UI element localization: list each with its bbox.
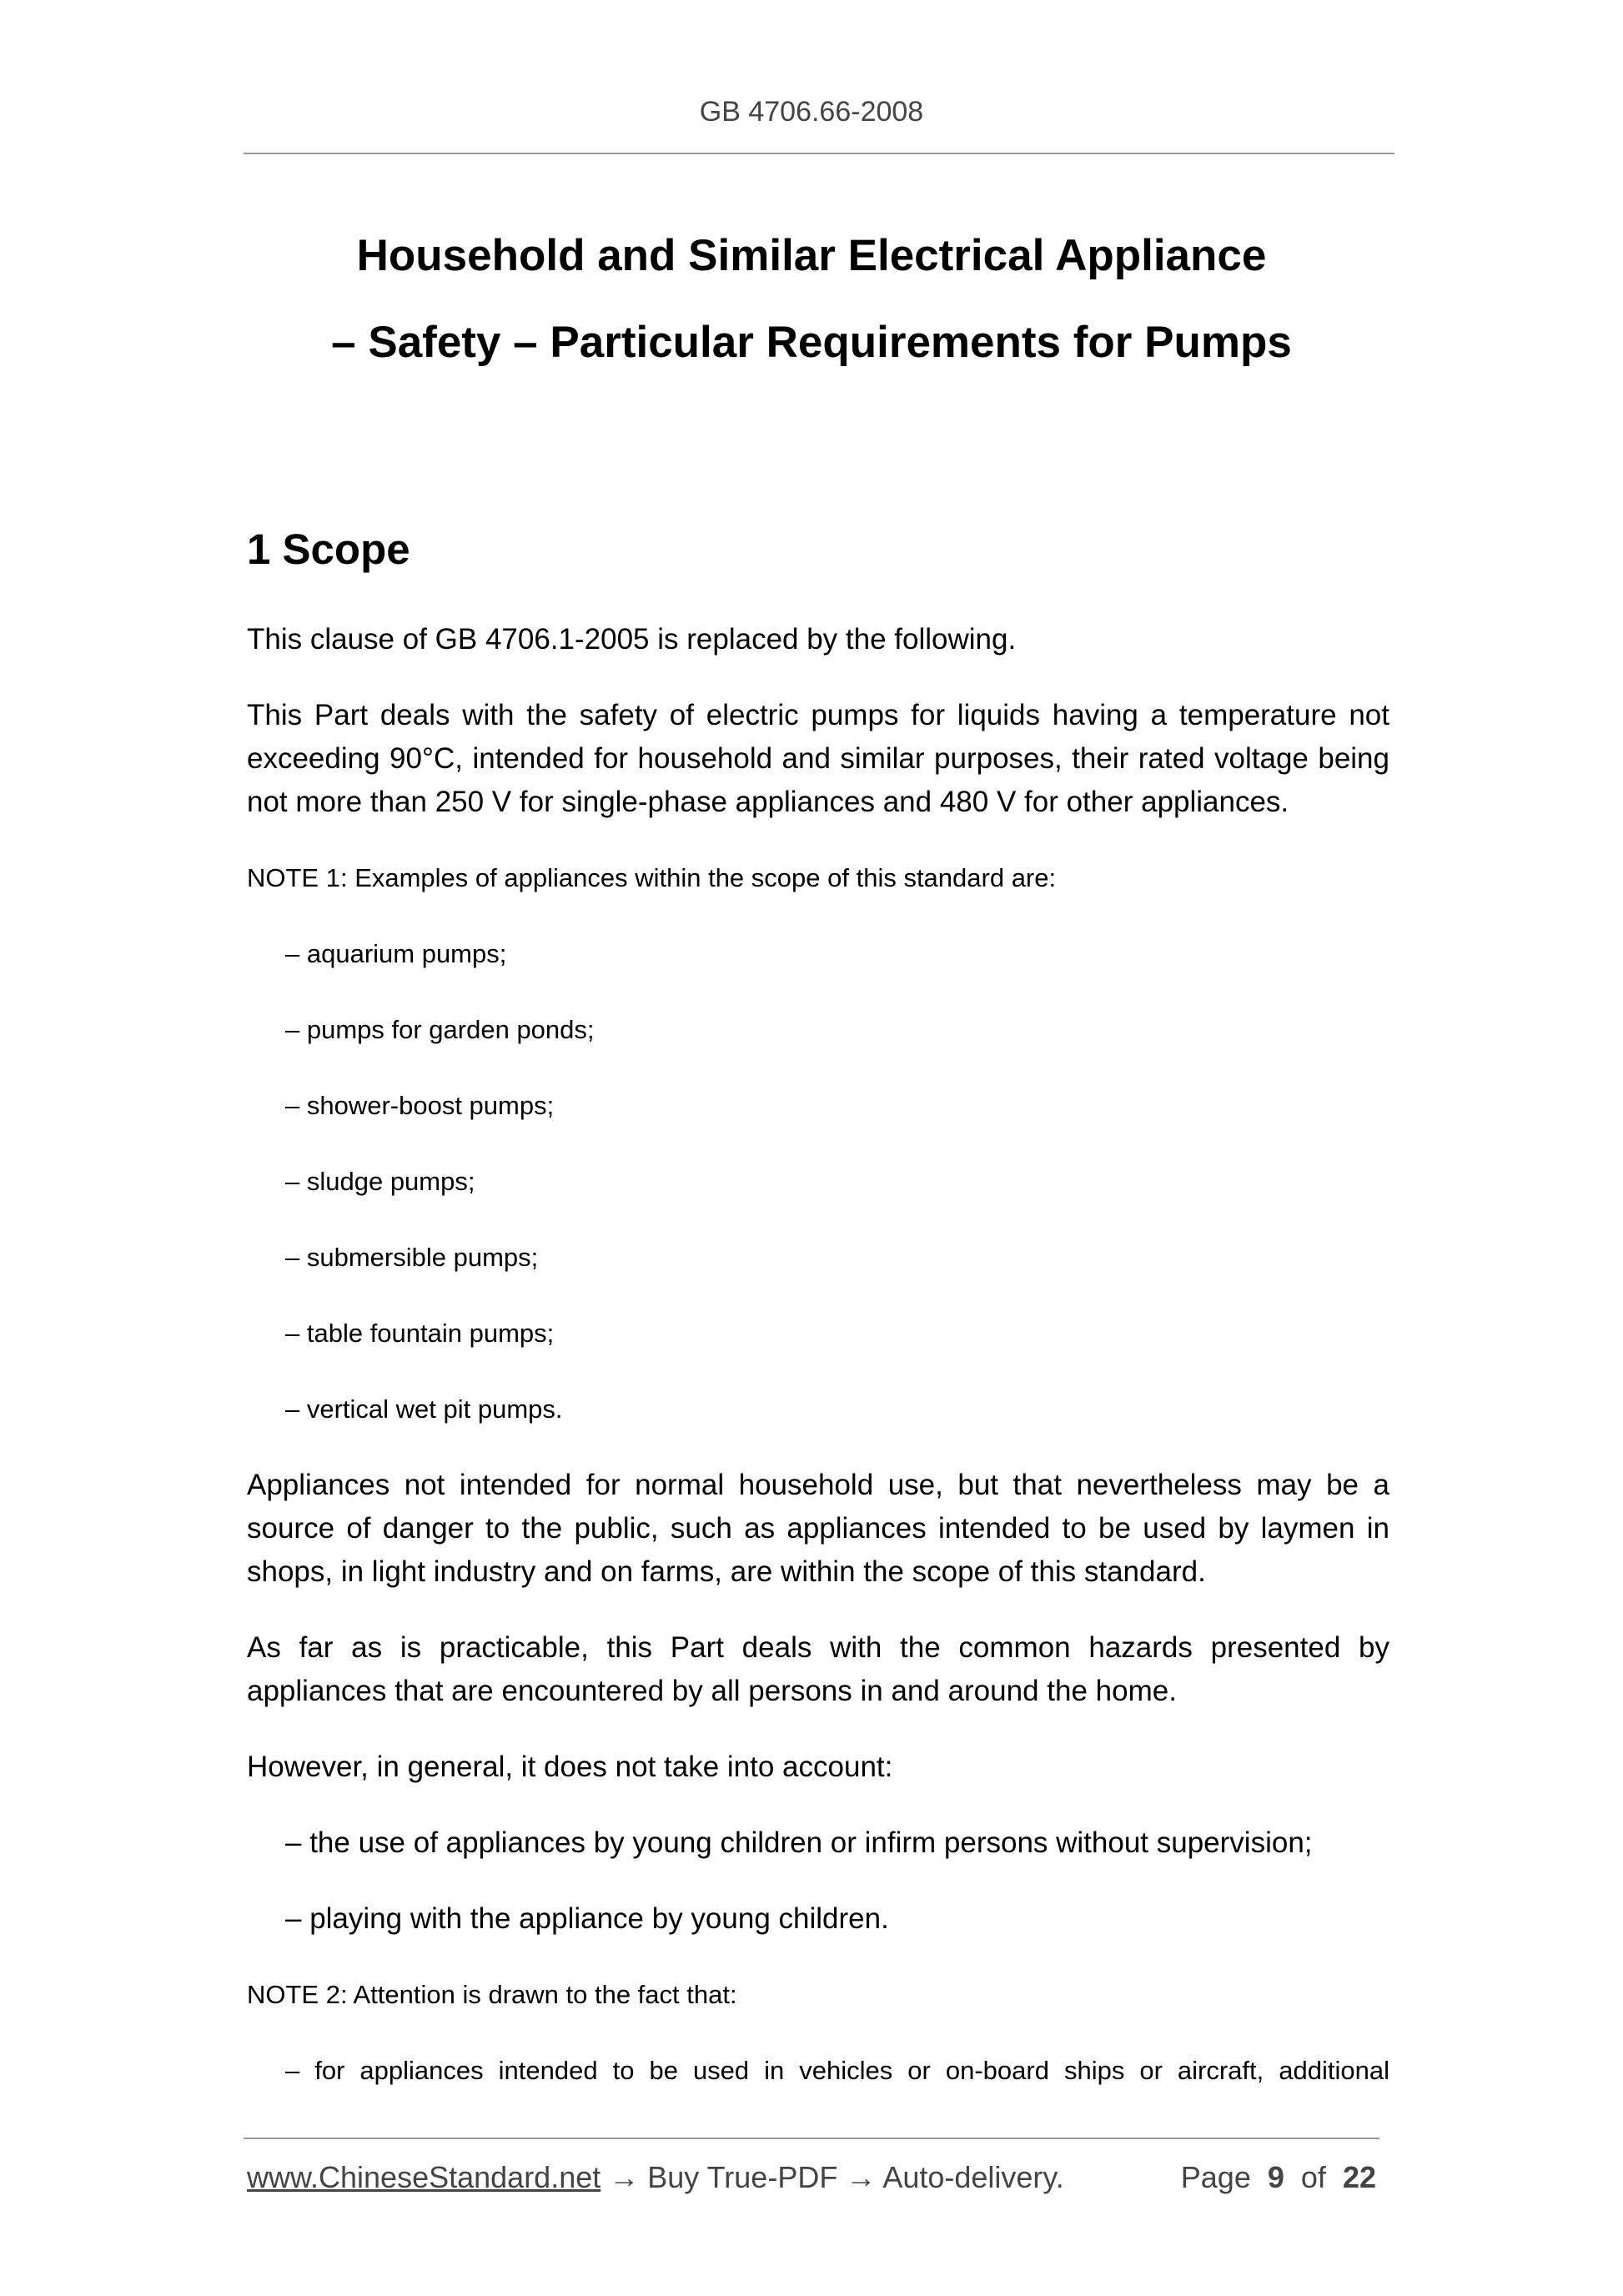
list-item: – submersible pumps; <box>285 1243 539 1273</box>
list-item: – shower-boost pumps; <box>285 1091 555 1121</box>
page-label: Page <box>1180 2160 1251 2194</box>
website-link[interactable]: www.ChineseStandard.net <box>247 2160 601 2194</box>
paragraph-scope-definition: This Part deals with the safety of electric pumps for liquids having a temperature not exceeding 90°C, intended for household and similar purposes, their rated voltage being not more than 250 V for single-phase appliances and 480 V for other appliances. <box>247 699 1389 819</box>
note-2: NOTE 2: Attention is drawn to the fact that: <box>247 1980 737 2010</box>
list-item: – for appliances intended to be used in vehicles or on-board ships or aircraft, additional <box>285 2056 1389 2086</box>
paragraph-public-danger: Appliances not intended for normal household use, but that nevertheless may be a source of danger to the public, such as appliances intended to be used by laymen in shops, in light industry and on farms, are within the scope of this standard. <box>247 1469 1389 1589</box>
document-title-line-1: Household and Similar Electrical Appliance <box>356 231 1267 280</box>
paragraph-replacement: This clause of GB 4706.1-2005 is replaced by the following. <box>247 623 1017 656</box>
section-scope <box>247 524 1389 2093</box>
list-item: – table fountain pumps; <box>285 1319 555 1349</box>
note-1: NOTE 1: Examples of appliances within the scope of this standard are: <box>247 863 1057 893</box>
footer-divider <box>244 2138 1379 2139</box>
paragraph-common-hazards: As far as is practicable, this Part deals with the common hazards presented by appliances that are encountered by all persons in and around the home. <box>247 1631 1389 1708</box>
page-indicator <box>1181 2160 1376 2195</box>
list-item: – the use of appliances by young children or infirm persons without supervision; <box>285 1826 1313 1860</box>
list-item: – playing with the appliance by young children. <box>285 1902 889 1936</box>
list-item: – pumps for garden ponds; <box>285 1015 595 1045</box>
paragraph-exclusions-intro: However, in general, it does not take into account: <box>247 1751 893 1784</box>
header-divider <box>244 153 1394 154</box>
document-title-line-2: – Safety – Particular Requirements for Pumps <box>331 318 1292 367</box>
total-pages-number: 22 <box>1342 2160 1376 2194</box>
footer-promo <box>247 2160 1064 2195</box>
section-heading: 1 Scope <box>247 525 410 573</box>
list-item: – sludge pumps; <box>285 1167 475 1197</box>
current-page-number: 9 <box>1267 2160 1284 2194</box>
running-header: GB 4706.66-2008 <box>699 96 924 128</box>
of-label: of <box>1300 2160 1326 2194</box>
list-item: – vertical wet pit pumps. <box>285 1394 563 1424</box>
footer-promo-text: → Buy True-PDF → Auto-delivery. <box>600 2160 1064 2194</box>
list-item: – aquarium pumps; <box>285 939 507 969</box>
document-title <box>0 213 1623 386</box>
